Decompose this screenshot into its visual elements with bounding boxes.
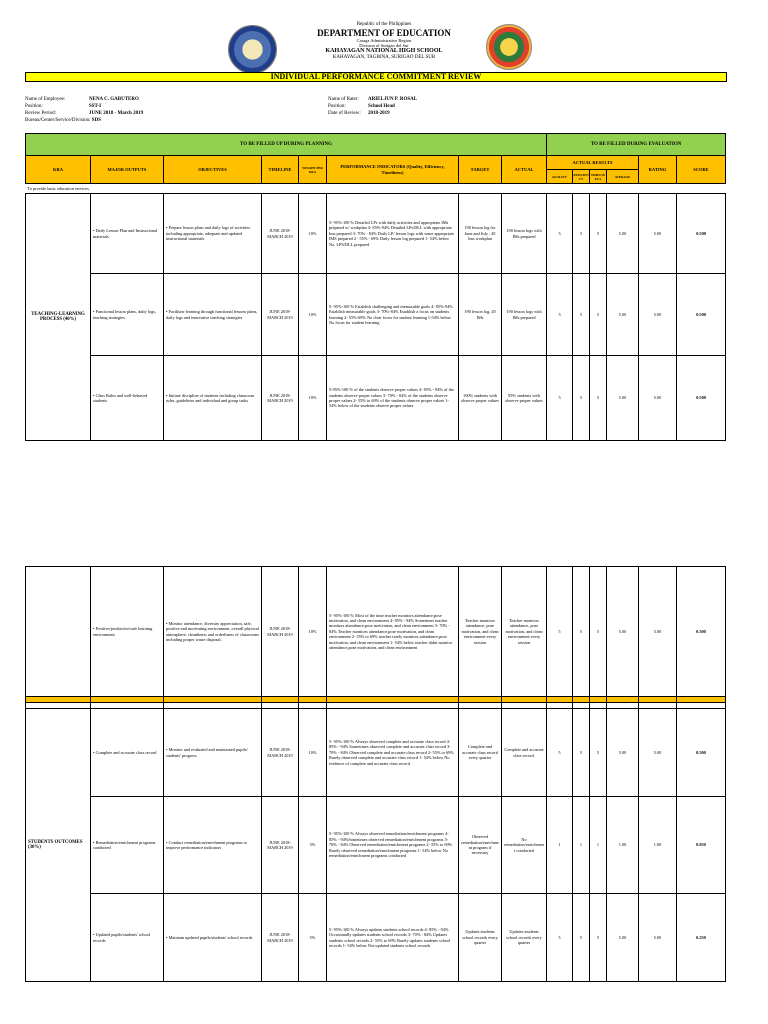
- timeliness-score: 5: [590, 356, 607, 441]
- actual: 190 lesson logs with IMs prepared: [502, 194, 547, 274]
- target: Teacher monitors attendance, pose motivation, and clean environment every session: [459, 567, 502, 697]
- table-row: [26, 194, 726, 274]
- table-row: [26, 709, 726, 797]
- efficiency-score: 5: [573, 894, 590, 982]
- mission-text: To provide basic education services.: [26, 184, 726, 194]
- kra-student-outcomes: STUDENTS OUTCOMES (30%): [26, 709, 91, 982]
- performance-indicators: 5- 95%-100 % Always observed remediation/enrichment programs 4- 85% - 94%Sometimes observed remediation/enrichment programs 3- 70% - 84% Observed remediation/enrichment programs 2- 55% to 69% Rarely observed remediation/enrichment programs 1- 54% below No remediation/enrichment programs conducted: [327, 797, 459, 894]
- info-label: Name of Employee:: [25, 97, 66, 102]
- timeliness-score: 5: [590, 194, 607, 274]
- quality-score: 1: [547, 797, 573, 894]
- weight: 10%: [299, 709, 327, 797]
- rating: 5.00: [639, 356, 677, 441]
- target: Updates students school records every quarter: [459, 894, 502, 982]
- quality-score: 5: [547, 894, 573, 982]
- performance-indicators: 5- 95%-100 % Always observed complete and accurate class record 4- 85% - 94% Sometimes observed complete and accurate class record 3- 70% - 84% Observed complete and accurate class record 2- 55% to 69% Rarely observed complete and accurate class record 1- 54% below No evidence of complete and accurate class record: [327, 709, 459, 797]
- average: 5.00: [607, 274, 639, 356]
- department-line: DEPARTMENT OF EDUCATION: [317, 27, 451, 38]
- kra-empty: [26, 567, 91, 697]
- major-output: • Positive/productive/safe learning environment: [91, 567, 164, 697]
- average: 5.00: [607, 356, 639, 441]
- timeline: JUNE 2018-MARCH 2019: [262, 797, 299, 894]
- efficiency-score: 1: [573, 797, 590, 894]
- actual: Teacher monitors attendance, pose motivation, and clean environment every session: [502, 567, 547, 697]
- efficiency-score: 5: [573, 194, 590, 274]
- objective: • Conduct remediation/enrichment programs to improve performance indicators: [164, 797, 262, 894]
- actual: 190 lesson logs with IMs prepared: [502, 274, 547, 356]
- objective: • Prepare lesson plans and daily logs of activities including appropriate, adequate and updated instructional materials: [164, 194, 262, 274]
- col-timeliness: TIMELINES S: [590, 170, 607, 184]
- score: 0.050: [677, 797, 726, 894]
- major-output: • Class Rules and well-behaved students: [91, 356, 164, 441]
- quality-score: 5: [547, 567, 573, 697]
- timeline: JUNE 2018-MARCH 2019: [262, 356, 299, 441]
- col-objectives: OBJECTIVES: [164, 156, 262, 184]
- major-output: • Functional lesson plans, daily logs, teaching strategies: [91, 274, 164, 356]
- col-quality: QUALITY: [547, 170, 573, 184]
- target: 100% students with observe proper values: [459, 356, 502, 441]
- rating: 5.00: [639, 274, 677, 356]
- rating: 5.00: [639, 709, 677, 797]
- timeline: JUNE 2018-MARCH 2019: [262, 567, 299, 697]
- timeliness-score: 5: [590, 274, 607, 356]
- average: 5.00: [607, 194, 639, 274]
- letterhead: [0, 22, 768, 61]
- target: Complete and accurate class record every quarter: [459, 709, 502, 797]
- kra-teaching-learning: TEACHING-LEARNING PROCESS (40%): [26, 194, 91, 441]
- employee-name: NENA C. GABUTERO: [89, 97, 139, 102]
- major-output: • Complete and accurate class record: [91, 709, 164, 797]
- actual: 95% students with observe proper values: [502, 356, 547, 441]
- objective: • Maintain updated pupils/students' school records: [164, 894, 262, 982]
- major-output: • Updated pupils/students' school records: [91, 894, 164, 982]
- ipcr-table-part2: [25, 566, 726, 982]
- col-weight: WEIGHT PER KRA: [299, 156, 327, 184]
- score: 0.500: [677, 356, 726, 441]
- actual: Complete and accurate class record.: [502, 709, 547, 797]
- quality-score: 5: [547, 356, 573, 441]
- rater-name: ARIELJUN P. ROSAL: [368, 97, 418, 102]
- table-row: [26, 797, 726, 894]
- evaluation-section-header: TO BE FILLED DURING EVALUATION: [547, 134, 726, 156]
- timeliness-score: 5: [590, 894, 607, 982]
- ipcr-table-part1: [25, 133, 726, 441]
- rating: 5.00: [639, 567, 677, 697]
- actual: No remediation/enrichment conducted: [502, 797, 547, 894]
- objective: • Monitor and evaluated and maintained pupils/ students' progress: [164, 709, 262, 797]
- planning-section-header: TO BE FILLED UP DURING PLANNING: [26, 134, 547, 156]
- score: 0.500: [677, 567, 726, 697]
- review-date: 2018-2019: [368, 111, 390, 116]
- timeline: JUNE 2018-MARCH 2019: [262, 274, 299, 356]
- division-line: Division of Surigao del Sur: [359, 43, 409, 49]
- school-name: KAHAYAGAN NATIONAL HIGH SCHOOL: [325, 48, 443, 55]
- timeliness-score: 5: [590, 709, 607, 797]
- col-kra: KRA: [26, 156, 91, 184]
- objective: • Monitor attendance, diversity appreciation, safe, positive and motivating environment, overall physical atmosphere, cleanliness and orderliness of classrooms including proper waste disposal.: [164, 567, 262, 697]
- target: Observed remediation/enrichment program if necessary: [459, 797, 502, 894]
- weight: 10%: [299, 356, 327, 441]
- score: 0.500: [677, 194, 726, 274]
- score: 0.500: [677, 274, 726, 356]
- performance-indicators: 5- 95%-100 % Always updates students school records 4- 85% - 94% Occasionally updates students school records 3- 70% - 84% Updates students school records 2- 55% to 69% Rarely updates students school records 1- 54% below Not updated students school records: [327, 894, 459, 982]
- table-row: [26, 567, 726, 697]
- info-label: Review Period:: [25, 111, 56, 116]
- efficiency-score: 5: [573, 274, 590, 356]
- major-output: • Remediation/enrichment programs conducted: [91, 797, 164, 894]
- rater-info: [328, 96, 417, 117]
- info-label: Position:: [25, 104, 43, 109]
- rating: 5.00: [639, 194, 677, 274]
- col-rating: RATING: [639, 156, 677, 184]
- region-line: Caraga Administrative Region: [356, 38, 412, 44]
- col-outputs: MAJOR OUTPUTS: [91, 156, 164, 184]
- average: 5.00: [607, 709, 639, 797]
- objective: • Facilitate learning through functional lessons plans, daily logs and innovative teaching strategies: [164, 274, 262, 356]
- weight: 10%: [299, 567, 327, 697]
- weight: 10%: [299, 194, 327, 274]
- performance-indicators: 5- 95%-100 % Detailed LPs with daily activities and appropriate IMs prepared w/ workplan 4- 85%-94% Detailed LPs/DLL with appropriate Ims prepared 3- 70% - 84% Daily LP/ lesson logs with some appropriate IMS prepared 2 - 55% - 69% Daily lesson log prepared 1- 54% below No. LPS/DLL prepared: [327, 194, 459, 274]
- col-efficiency: EFFICIEN CY: [573, 170, 590, 184]
- info-label: Name of Rater:: [328, 97, 359, 102]
- col-timeline: TIMELINE: [262, 156, 299, 184]
- efficiency-score: 5: [573, 709, 590, 797]
- target: 190 lesson log for June and July , 20 Ims workplan: [459, 194, 502, 274]
- info-label: Position:: [328, 104, 346, 109]
- table-row: [26, 894, 726, 982]
- col-score: SCORE: [677, 156, 726, 184]
- actual: Updates students school records every quarter: [502, 894, 547, 982]
- quality-score: 5: [547, 194, 573, 274]
- weight: 10%: [299, 274, 327, 356]
- col-average: AVERAGE: [607, 170, 639, 184]
- rating: 5.00: [639, 894, 677, 982]
- timeline: JUNE 2018-MARCH 2019: [262, 194, 299, 274]
- document-title: INDIVIDUAL PERFORMANCE COMMITMENT REVIEW: [25, 72, 727, 82]
- score: 0.250: [677, 894, 726, 982]
- major-output: • Daily Lesson Plan and Instructional materials: [91, 194, 164, 274]
- target: 190 lesson log, 20 IMs: [459, 274, 502, 356]
- quality-score: 5: [547, 709, 573, 797]
- school-address: KAHAYAGAN, TAGBINA, SURIGAO DEL SUR: [332, 55, 436, 61]
- col-indicators: PERFORMANCE INDICATORS (Quality, Efficiency, Timeliness): [327, 156, 459, 184]
- review-period: JUNE 2018 - March 2019: [89, 111, 144, 116]
- bureau: SDS: [91, 118, 101, 123]
- col-actual-results: ACTUAL RESULTS: [547, 156, 639, 170]
- timeliness-score: 1: [590, 797, 607, 894]
- table-row: [26, 274, 726, 356]
- rating: 1.00: [639, 797, 677, 894]
- rater-position: School Head: [368, 104, 395, 109]
- info-label: Bureau/Center/Service/Division:: [25, 118, 91, 123]
- employee-info: [25, 96, 143, 124]
- timeline: JUNE 2018-MARCH 2019: [262, 709, 299, 797]
- timeliness-score: 5: [590, 567, 607, 697]
- efficiency-score: 5: [573, 567, 590, 697]
- average: 5.00: [607, 567, 639, 697]
- objective: • Initiate discipline of students including classroom rules, guidelines and individual and group tasks: [164, 356, 262, 441]
- performance-indicators: 5-95%-100 % of the students observe proper values 4- 85% - 94% of the students observe proper values 3- 70% - 84% of the students observe proper values 2- 55% to 69% of the students observe proper values 1- 54% below of the students observe proper values: [327, 356, 459, 441]
- table-row: [26, 356, 726, 441]
- average: 1.00: [607, 797, 639, 894]
- republic-line: Republic of the Philippines: [356, 22, 412, 27]
- efficiency-score: 5: [573, 356, 590, 441]
- info-label: Date of Review:: [328, 111, 361, 116]
- employee-position: SST-I: [89, 104, 102, 109]
- col-actual: ACTUAL: [502, 156, 547, 184]
- weight: 5%: [299, 894, 327, 982]
- quality-score: 5: [547, 274, 573, 356]
- performance-indicators: 5- 95%-100 % Most of the time teacher monitors attendance,pose motivation, and clean environment 4- 85% - 94% Sometimes teacher monitors attendance,pose motivation, and clean environment 3- 70% - 84% Teacher monitors attendance,pose motivation, and clean environment 2- 55% to 69% teacher rarely monitors attendance,pose motivation, and clean environment 1- 54% below teacher didnt monitor attendance,pose motivation, and clean environment: [327, 567, 459, 697]
- performance-indicators: 5- 95%-100 % Establish challenging and measurable goals 4- 85%-94% Establish measurable goals 3- 70%-84% Establish a focus on students learning 2- 55%-69% No clear focus for student learning 1-54% below No focus for student learning: [327, 274, 459, 356]
- col-target: TARGET: [459, 156, 502, 184]
- weight: 5%: [299, 797, 327, 894]
- average: 5.00: [607, 894, 639, 982]
- score: 0.500: [677, 709, 726, 797]
- timeline: JUNE 2018-MARCH 2019: [262, 894, 299, 982]
